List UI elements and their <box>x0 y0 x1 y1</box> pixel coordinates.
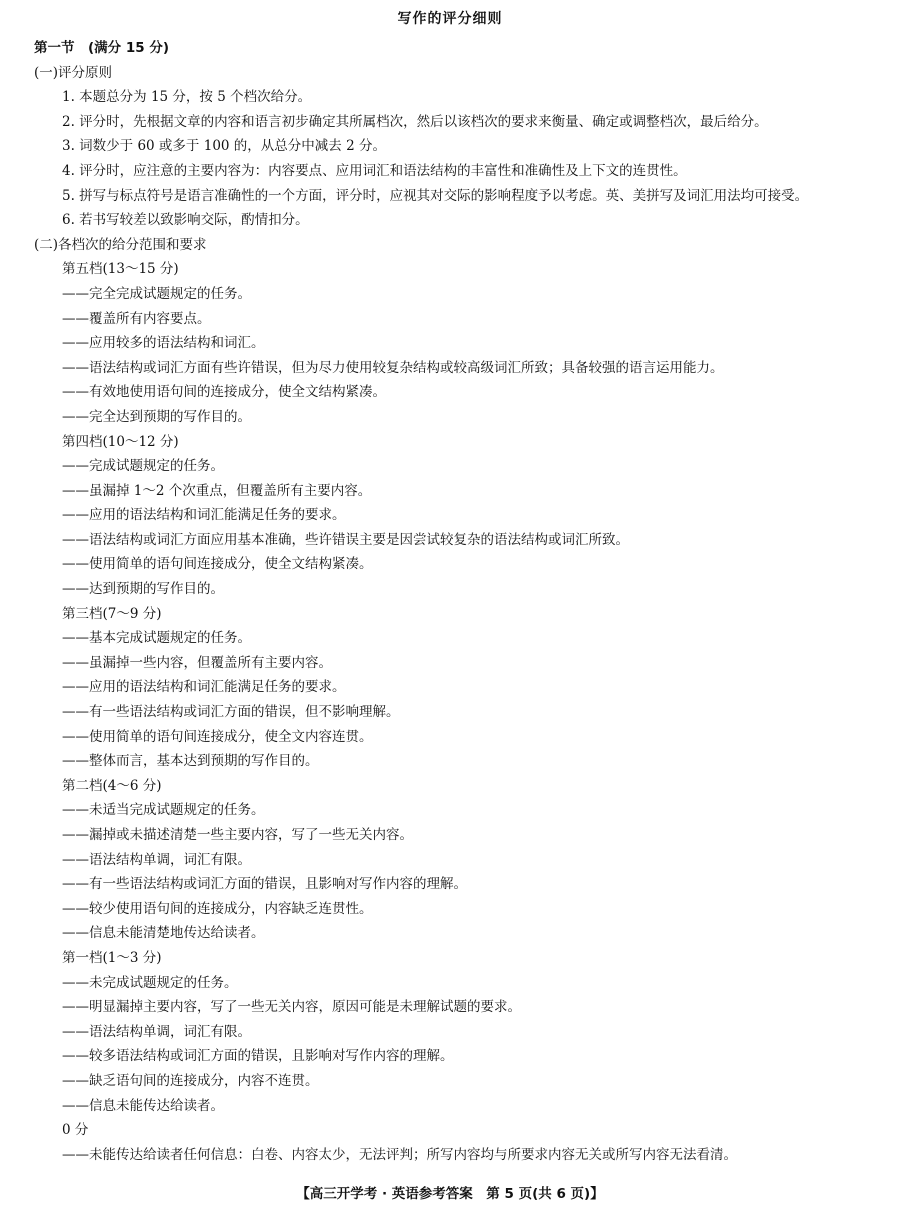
grade-criterion: ——较少使用语句间的连接成分，内容缺乏连贯性。 <box>62 900 373 917</box>
principle-item: 4. 评分时，应注意的主要内容为：内容要点、应用词汇和语法结构的丰富性和准确性及上下文的连贯性。 <box>62 162 687 179</box>
grade-level-title: 第五档(13～15 分) <box>62 261 179 278</box>
grade-criterion: ——有效地使用语句间的连接成分，使全文结构紧凑。 <box>62 384 386 401</box>
grade-level-title: 第二档(4～6 分) <box>62 777 162 794</box>
grade-criterion: ——语法结构或词汇方面应用基本准确，些许错误主要是因尝试较复杂的语法结构或词汇所致。 <box>62 531 629 548</box>
section-heading: 第一节 (满分 15 分) <box>34 40 170 56</box>
grade-criterion: ——未适当完成试题规定的任务。 <box>62 802 265 819</box>
grade-criterion: ——整体而言，基本达到预期的写作目的。 <box>62 753 319 770</box>
grade-criterion: ——应用较多的语法结构和词汇。 <box>62 335 265 352</box>
document-body <box>34 36 874 1167</box>
grade-criterion: ——较多语法结构或词汇方面的错误，且影响对写作内容的理解。 <box>62 1048 454 1065</box>
grade-criterion: ——缺乏语句间的连接成分，内容不连贯。 <box>62 1072 319 1089</box>
principles-heading: (一)评分原则 <box>34 64 113 81</box>
grade-criterion: ——语法结构单调，词汇有限。 <box>62 1023 251 1040</box>
grade-level-title: 第四档(10～12 分) <box>62 433 179 450</box>
grade-criterion: ——有一些语法结构或词汇方面的错误，且影响对写作内容的理解。 <box>62 876 467 893</box>
grade-criterion: ——未完成试题规定的任务。 <box>62 974 238 991</box>
principle-item: 1. 本题总分为 15 分，按 5 个档次给分。 <box>62 89 312 106</box>
grade-criterion: ——未能传达给读者任何信息：白卷、内容太少，无法评判；所写内容均与所要求内容无关或所写内容无法看清。 <box>62 1146 737 1163</box>
principle-item: 3. 词数少于 60 或多于 100 的，从总分中减去 2 分。 <box>62 138 386 155</box>
grade-criterion: ——使用简单的语句间连接成分，使全文内容连贯。 <box>62 728 373 745</box>
grade-criterion: ——漏掉或未描述清楚一些主要内容，写了一些无关内容。 <box>62 827 413 843</box>
page-footer: 【高三开学考 · 英语参考答案 第 5 页(共 6 页)】 <box>296 1186 604 1202</box>
grade-level-title: 第三档(7～9 分) <box>62 605 162 622</box>
grade-criterion: ——基本完成试题规定的任务。 <box>62 630 251 647</box>
principle-item: 6. 若书写较差以致影响交际，酌情扣分。 <box>62 212 309 229</box>
grade-level-title: 第一档(1～3 分) <box>62 949 162 966</box>
grade-criterion: ——完全达到预期的写作目的。 <box>62 408 251 425</box>
grade-criterion: ——有一些语法结构或词汇方面的错误，但不影响理解。 <box>62 704 400 721</box>
grade-criterion: ——使用简单的语句间连接成分，使全文结构紧凑。 <box>62 556 373 573</box>
grade-criterion: ——完成试题规定的任务。 <box>62 458 224 475</box>
grade-criterion: ——达到预期的写作目的。 <box>62 581 224 598</box>
grade-level-title: 0 分 <box>62 1122 89 1139</box>
grade-criterion: ——语法结构或词汇方面有些许错误，但为尽力使用较复杂结构或较高级词汇所致；具备较强的语言运用能力。 <box>62 359 724 376</box>
grade-criterion: ——应用的语法结构和词汇能满足任务的要求。 <box>62 679 346 696</box>
principle-item: 2. 评分时，先根据文章的内容和语言初步确定其所属档次，然后以该档次的要求来衡量、确定或调整档次，最后给分。 <box>62 113 768 130</box>
grade-criterion: ——应用的语法结构和词汇能满足任务的要求。 <box>62 507 346 524</box>
principle-item: 5. 拼写与标点符号是语言准确性的一个方面，评分时，应视其对交际的影响程度予以考虑。英、美拼写及词汇用法均可接受。 <box>62 187 809 204</box>
grade-criterion: ——完全完成试题规定的任务。 <box>62 285 251 302</box>
grade-criterion: ——信息未能传达给读者。 <box>62 1097 224 1114</box>
grade-criterion: ——明显漏掉主要内容，写了一些无关内容，原因可能是未理解试题的要求。 <box>62 999 521 1016</box>
grade-criterion: ——语法结构单调，词汇有限。 <box>62 851 251 868</box>
grade-criterion: ——虽漏掉 1～2 个次重点，但覆盖所有主要内容。 <box>62 482 372 499</box>
grade-criterion: ——覆盖所有内容要点。 <box>62 310 211 327</box>
page-title: 写作的评分细则 <box>397 11 503 27</box>
grade-criterion: ——虽漏掉一些内容，但覆盖所有主要内容。 <box>62 654 332 671</box>
grade-criterion: ——信息未能清楚地传达给读者。 <box>62 925 265 942</box>
grades-heading: (二)各档次的给分范围和要求 <box>34 236 207 253</box>
